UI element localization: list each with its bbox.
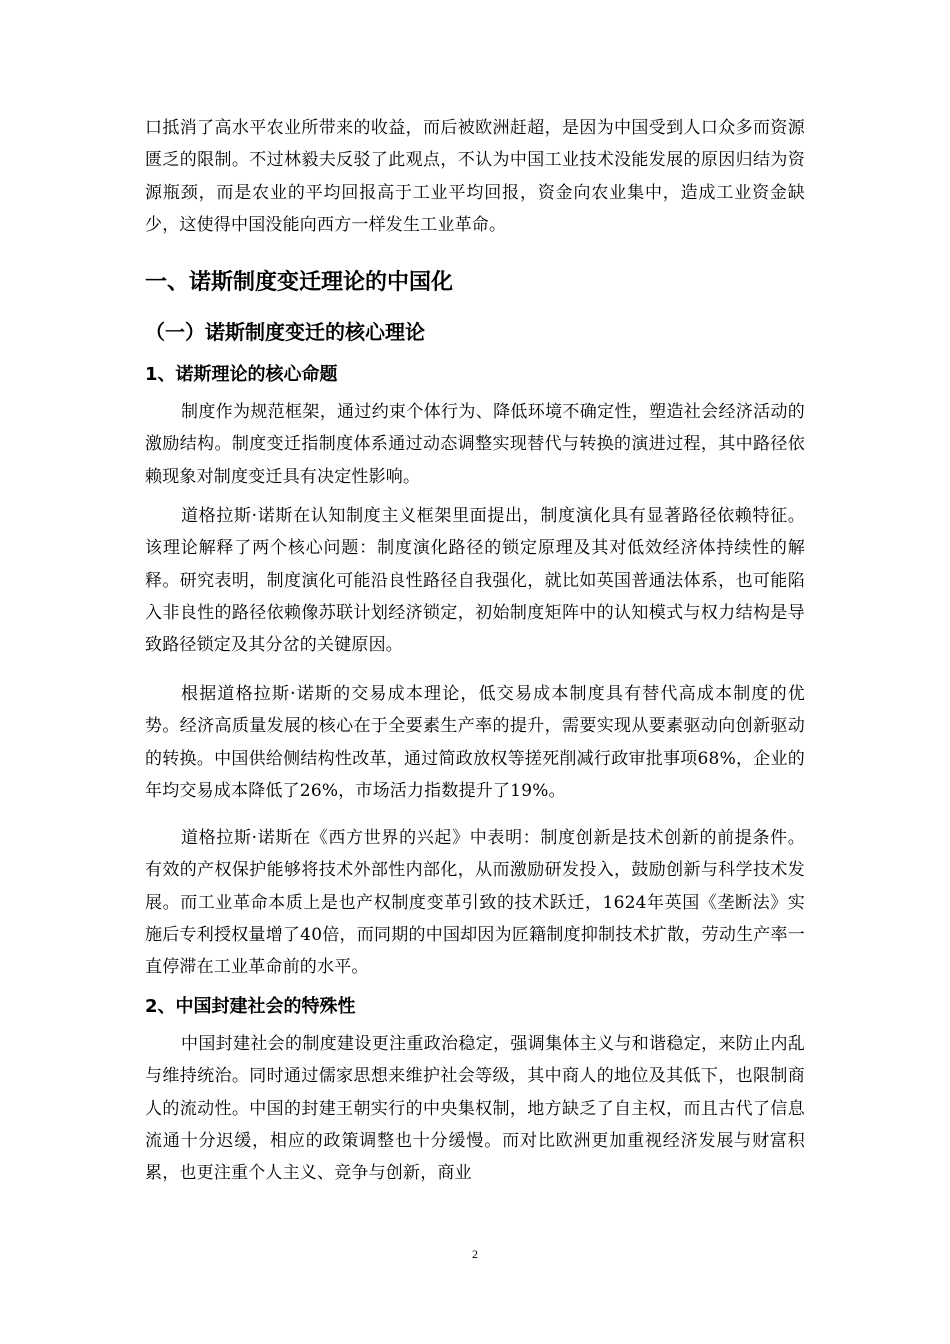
section-heading: 一、诺斯制度变迁理论的中国化 (145, 270, 454, 295)
point-heading-1: 1、诺斯理论的核心命题 (145, 364, 338, 385)
subsection-heading: （一）诺斯制度变迁的核心理论 (145, 320, 425, 344)
page-number: 2 (472, 1247, 478, 1261)
paragraph-path-dependence: 道格拉斯·诺斯在认知制度主义框架里面提出，制度演化具有显著路径依赖特征。该理论解释了两个核心问题：制度演化路径的锁定原理及其对低效经济体持续性的解释。研究表明，制度演化可能沿良性路径自我强化，就比如英国普通法体系，也可能陷入非良性的路径依赖像苏联计划经济锁定，初始制度矩阵中的认知模式与权力结构是导致路径锁定及其分岔的关键原因。 (145, 506, 805, 656)
paragraph-feudal-society: 中国封建社会的制度建设更注重政治稳定，强调集体主义与和谐稳定，来防止内乱与维持统治。同时通过儒家思想来维护社会等级，其中商人的地位及其低下，也限制商人的流动性。中国的封建王朝实行的中央集权制，地方缺乏了自主权，而且古代了信息流通十分迟缓，相应的政策调整也十分缓慢。而对比欧洲更加重视经济发展与财富积累，也更注重个人主义、竞争与创新，商业 (145, 1034, 805, 1184)
point-heading-2: 2、中国封建社会的特殊性 (145, 996, 356, 1017)
intro-paragraph: 口抵消了高水平农业所带来的收益，而后被欧洲赶超，是因为中国受到人口众多而资源匮乏的限制。不过林毅夫反驳了此观点，不认为中国工业技术没能发展的原因归结为资源瓶颈，而是农业的平均回报高于工业平均回报，资金向农业集中，造成工业资金缺少，这使得中国没能向西方一样发生工业革命。 (145, 118, 805, 235)
paragraph-transaction-cost: 根据道格拉斯·诺斯的交易成本理论，低交易成本制度具有替代高成本制度的优势。经济高质量发展的核心在于全要素生产率的提升，需要实现从要素驱动向创新驱动的转换。中国供给侧结构性改革，通过简政放权等搓死削减行政审批事项68%，企业的年均交易成本降低了26%，市场活力指数提升了19%。 (145, 684, 805, 801)
paragraph-institutional-innovation: 道格拉斯·诺斯在《西方世界的兴起》中表明：制度创新是技术创新的前提条件。有效的产权保护能够将技术外部性内部化，从而激励研发投入，鼓励创新与科学技术发展。而工业革命本质上是也产权制度变革引致的技术跃迁，1624年英国《垄断法》实施后专利授权量增了40倍，而同期的中国却因为匠籍制度抑制技术扩散，劳动生产率一直停滞在工业革命前的水平。 (145, 828, 805, 978)
paragraph-institution-definition: 制度作为规范框架，通过约束个体行为、降低环境不确定性，塑造社会经济活动的激励结构。制度变迁指制度体系通过动态调整实现替代与转换的演进过程，其中路径依赖现象对制度变迁具有决定性影响。 (145, 402, 805, 487)
